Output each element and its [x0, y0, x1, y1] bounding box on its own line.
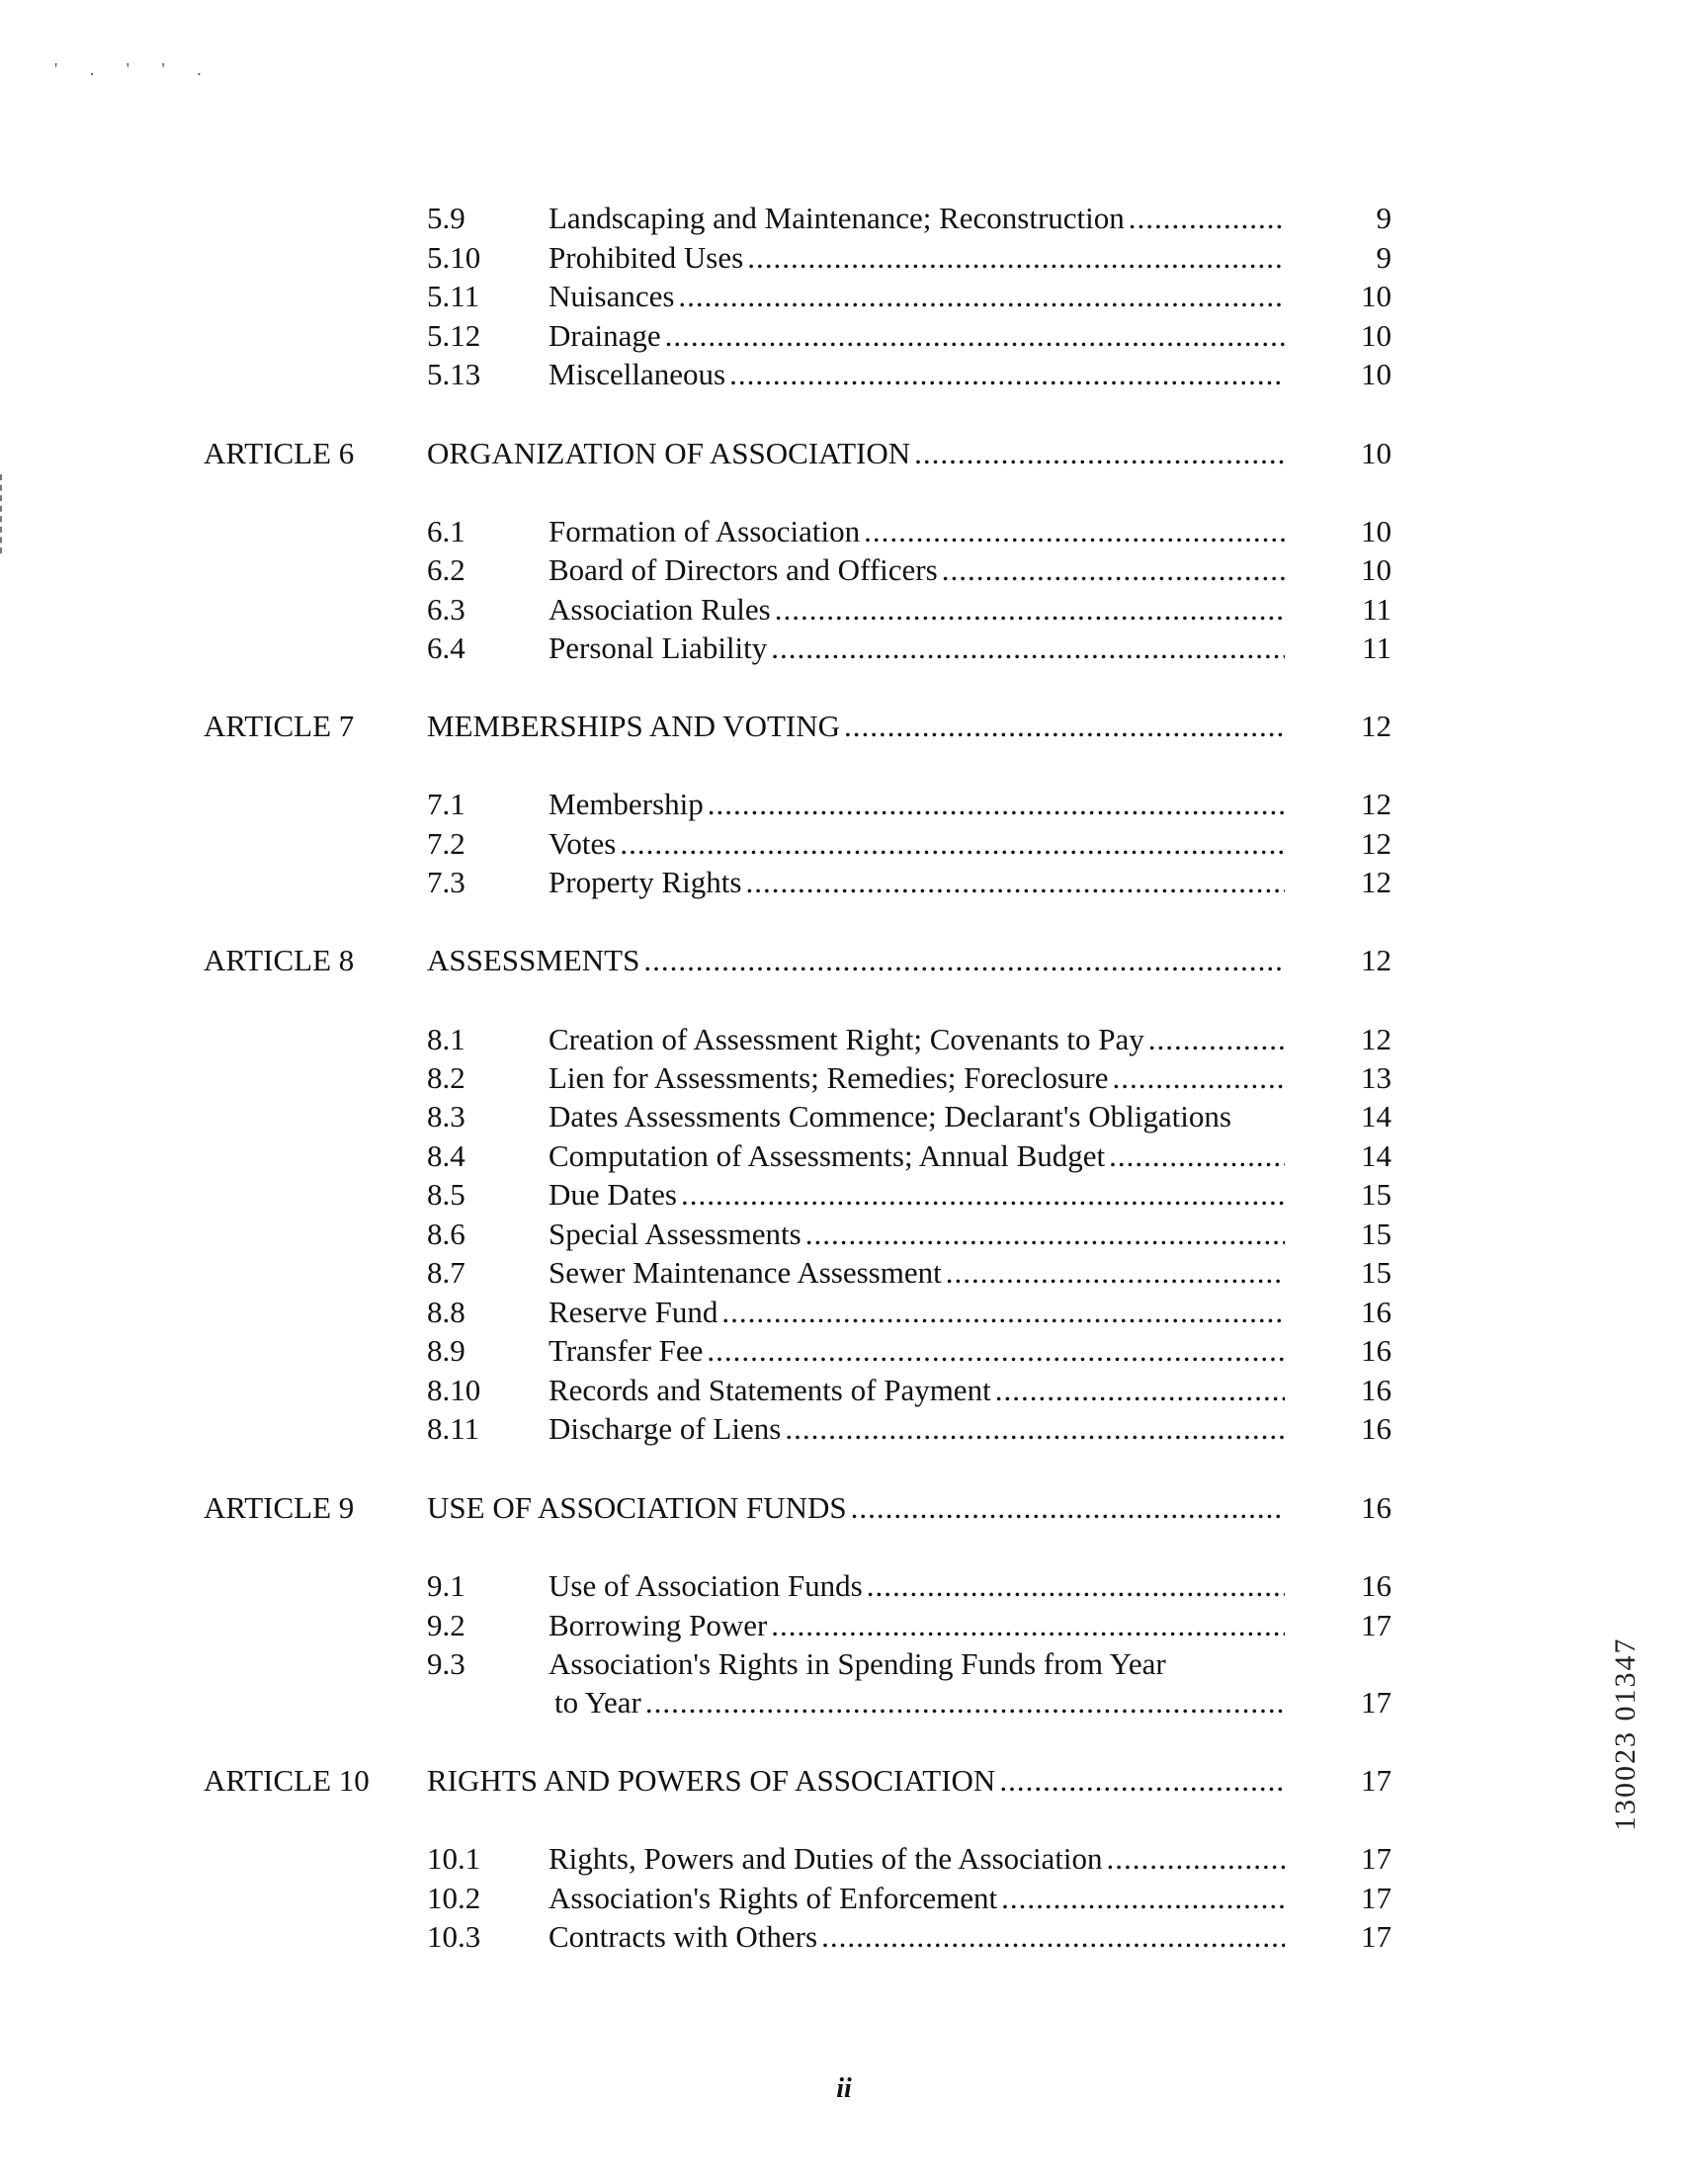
section-title: Borrowing Power [549, 1608, 768, 1642]
toc-article-8 [0, 941, 1688, 980]
section-number: 7.3 [427, 865, 465, 899]
article-label: ARTICLE 7 [204, 709, 355, 743]
section-number: 8.3 [427, 1099, 465, 1134]
toc-entry-7-1 [0, 785, 1688, 824]
section-title: Prohibited Uses [549, 240, 744, 275]
section-number: 6.3 [427, 592, 465, 627]
section-number: 10.3 [427, 1919, 481, 1954]
page-number: 10 [1361, 357, 1392, 391]
toc-entry-7-2 [0, 824, 1688, 864]
article-title: ASSESSMENTS [427, 943, 640, 977]
dot-leader [747, 238, 1285, 278]
section-title: Votes [549, 826, 617, 861]
article-label: ARTICLE 9 [204, 1490, 355, 1525]
page-number: 11 [1362, 630, 1392, 665]
toc-entry-8-6 [0, 1215, 1688, 1254]
article-title: USE OF ASSOCIATION FUNDS [427, 1490, 847, 1525]
toc-entry-8-2 [0, 1058, 1688, 1098]
toc-entry-9-2 [0, 1606, 1688, 1645]
article-title: ORGANIZATION OF ASSOCIATION [427, 436, 911, 470]
section-number: 5.12 [427, 318, 481, 353]
page-number: 10 [1361, 436, 1392, 470]
toc-entry-5-10 [0, 238, 1688, 278]
page-number: 9 [1376, 201, 1392, 235]
toc-article-10 [0, 1761, 1688, 1801]
section-number: 8.10 [427, 1373, 481, 1407]
dot-leader [643, 941, 1285, 980]
toc-entry-8-3 [0, 1097, 1688, 1136]
page-number: 12 [1361, 826, 1392, 861]
toc-entry-10-2 [0, 1879, 1688, 1918]
toc-entry-7-3 [0, 863, 1688, 902]
toc-entry-5-12 [0, 316, 1688, 356]
dot-leader [1129, 199, 1285, 238]
section-title: Creation of Assessment Right; Covenants to Pay [549, 1022, 1144, 1056]
toc-entry-6-3 [0, 590, 1688, 630]
section-number: 8.7 [427, 1255, 465, 1290]
article-title: RIGHTS AND POWERS OF ASSOCIATION [427, 1763, 996, 1798]
toc-entry-10-3 [0, 1917, 1688, 1957]
page-number: 16 [1361, 1568, 1392, 1603]
dot-leader [995, 1371, 1285, 1410]
page-number: 17 [1361, 1919, 1392, 1954]
scan-artifact: ' . ' ' . [54, 59, 215, 79]
dot-leader [681, 1175, 1285, 1215]
page-number: 16 [1361, 1333, 1392, 1368]
section-number: 9.3 [427, 1646, 465, 1681]
dot-leader [729, 355, 1285, 394]
page-number: 13 [1361, 1060, 1392, 1095]
toc-entry-8-10 [0, 1371, 1688, 1410]
section-number: 8.5 [427, 1177, 465, 1212]
dot-leader [864, 512, 1285, 551]
section-title: Board of Directors and Officers [549, 552, 938, 587]
section-title: Landscaping and Maintenance; Reconstruction [549, 201, 1125, 235]
dot-leader [665, 316, 1285, 356]
toc-article-9 [0, 1488, 1688, 1528]
section-title: Association's Rights of Enforcement [549, 1881, 998, 1915]
toc-entry-8-5 [0, 1175, 1688, 1215]
dot-leader [775, 590, 1285, 630]
toc-entry-9-1 [0, 1566, 1688, 1606]
section-number: 10.1 [427, 1841, 481, 1876]
toc-entry-5-9 [0, 199, 1688, 238]
section-number: 7.2 [427, 826, 465, 861]
section-title: Transfer Fee [549, 1333, 704, 1368]
bates-stamp: 130023 01347 [1609, 1637, 1642, 1832]
section-title: Computation of Assessments; Annual Budget [549, 1138, 1106, 1173]
toc-entry-8-4 [0, 1136, 1688, 1176]
section-number: 8.8 [427, 1295, 465, 1329]
dot-leader [946, 1253, 1285, 1293]
section-number: 6.4 [427, 630, 465, 665]
dot-leader [678, 277, 1285, 316]
article-label: ARTICLE 8 [204, 943, 355, 977]
page-number: 10 [1361, 318, 1392, 353]
dot-leader [805, 1215, 1285, 1254]
dot-leader [645, 1683, 1285, 1722]
dot-leader [867, 1566, 1285, 1606]
page-number: 12 [1361, 865, 1392, 899]
section-number: 5.10 [427, 240, 481, 275]
page-number: 12 [1361, 787, 1392, 821]
page-number: 14 [1361, 1099, 1392, 1134]
dot-leader [821, 1917, 1285, 1957]
page-number: 17 [1361, 1881, 1392, 1915]
section-title: Reserve Fund [549, 1295, 718, 1329]
article-title: MEMBERSHIPS AND VOTING [427, 709, 840, 743]
dot-leader [708, 785, 1285, 824]
section-title: Dates Assessments Commence; Declarant's Obligations [549, 1099, 1231, 1134]
dot-leader [620, 824, 1285, 864]
toc-entry-6-4 [0, 629, 1688, 668]
dot-leader [942, 550, 1285, 590]
dot-leader [745, 863, 1285, 902]
section-title: Contracts with Others [549, 1919, 818, 1954]
section-number: 6.1 [427, 514, 465, 548]
section-number: 8.6 [427, 1217, 465, 1251]
page-number: 16 [1361, 1411, 1392, 1446]
page-number: 11 [1362, 592, 1392, 627]
dot-leader [1001, 1879, 1285, 1918]
page-number: 14 [1361, 1138, 1392, 1173]
dot-leader [1148, 1020, 1285, 1059]
page-number: 17 [1361, 1763, 1392, 1798]
section-title: Nuisances [549, 279, 675, 313]
section-number: 8.1 [427, 1022, 465, 1056]
dot-leader [771, 1606, 1285, 1645]
dot-leader [1109, 1136, 1285, 1176]
section-title: Association Rules [549, 592, 771, 627]
toc-entry-6-1 [0, 512, 1688, 551]
section-title-line-1: Association's Rights in Spending Funds from Year [549, 1646, 1166, 1681]
toc-entry-5-13 [0, 355, 1688, 394]
toc-entry-8-7 [0, 1253, 1688, 1293]
page-number: 15 [1361, 1217, 1392, 1251]
article-label: ARTICLE 6 [204, 436, 355, 470]
toc-entry-9-3-continued [0, 1683, 1688, 1722]
page-number: 10 [1361, 279, 1392, 313]
page-number: 12 [1361, 943, 1392, 977]
dot-leader [1113, 1058, 1285, 1098]
section-title-line-2: to Year [554, 1685, 641, 1720]
section-number: 8.11 [427, 1411, 480, 1446]
section-title: Due Dates [549, 1177, 677, 1212]
dot-leader [914, 434, 1285, 473]
section-title: Rights, Powers and Duties of the Association [549, 1841, 1103, 1876]
toc-entry-10-1 [0, 1839, 1688, 1879]
page-number: 12 [1361, 1022, 1392, 1056]
page-number: 12 [1361, 709, 1392, 743]
section-number: 8.9 [427, 1333, 465, 1368]
toc-entry-8-11 [0, 1409, 1688, 1449]
toc-article-7 [0, 707, 1688, 746]
section-title: Special Assessments [549, 1217, 802, 1251]
page-number: 16 [1361, 1295, 1392, 1329]
dot-leader [844, 707, 1285, 746]
toc-entry-5-11 [0, 277, 1688, 316]
section-title: Drainage [549, 318, 661, 353]
page-number: 17 [1361, 1685, 1392, 1720]
section-number: 9.1 [427, 1568, 465, 1603]
dot-leader [999, 1761, 1285, 1801]
page-number: 9 [1376, 240, 1392, 275]
section-title: Personal Liability [549, 630, 768, 665]
dot-leader [851, 1488, 1285, 1528]
dot-leader [785, 1409, 1285, 1449]
section-number: 7.1 [427, 787, 465, 821]
page-number: 10 [1361, 552, 1392, 587]
section-number: 6.2 [427, 552, 465, 587]
section-title: Use of Association Funds [549, 1568, 863, 1603]
page-number: 16 [1361, 1490, 1392, 1525]
toc-article-6 [0, 434, 1688, 473]
section-number: 5.11 [427, 279, 480, 313]
page-number: 15 [1361, 1255, 1392, 1290]
page-number: 15 [1361, 1177, 1392, 1212]
page-number: 17 [1361, 1841, 1392, 1876]
dot-leader [721, 1293, 1285, 1332]
page-number: 16 [1361, 1373, 1392, 1407]
section-title: Miscellaneous [549, 357, 726, 391]
toc-entry-8-9 [0, 1331, 1688, 1371]
footer-page-number: ii [836, 2073, 852, 2104]
dot-leader [707, 1331, 1285, 1371]
toc-entry-6-2 [0, 550, 1688, 590]
section-title: Membership [549, 787, 704, 821]
section-title: Records and Statements of Payment [549, 1373, 991, 1407]
section-title: Lien for Assessments; Remedies; Foreclosure [549, 1060, 1109, 1095]
section-title: Property Rights [549, 865, 742, 899]
dot-leader [771, 629, 1285, 668]
toc-entry-8-8 [0, 1293, 1688, 1332]
section-number: 10.2 [427, 1881, 481, 1915]
section-title: Formation of Association [549, 514, 861, 548]
section-number: 5.13 [427, 357, 481, 391]
section-number: 5.9 [427, 201, 465, 235]
page-number: 17 [1361, 1608, 1392, 1642]
toc-entry-9-3 [0, 1644, 1688, 1684]
section-title: Discharge of Liens [549, 1411, 782, 1446]
section-number: 8.4 [427, 1138, 465, 1173]
toc-entry-8-1 [0, 1020, 1688, 1059]
section-number: 9.2 [427, 1608, 465, 1642]
article-label: ARTICLE 10 [204, 1763, 370, 1798]
section-number: 8.2 [427, 1060, 465, 1095]
section-title: Sewer Maintenance Assessment [549, 1255, 942, 1290]
page-number: 10 [1361, 514, 1392, 548]
dot-leader [1107, 1839, 1285, 1879]
